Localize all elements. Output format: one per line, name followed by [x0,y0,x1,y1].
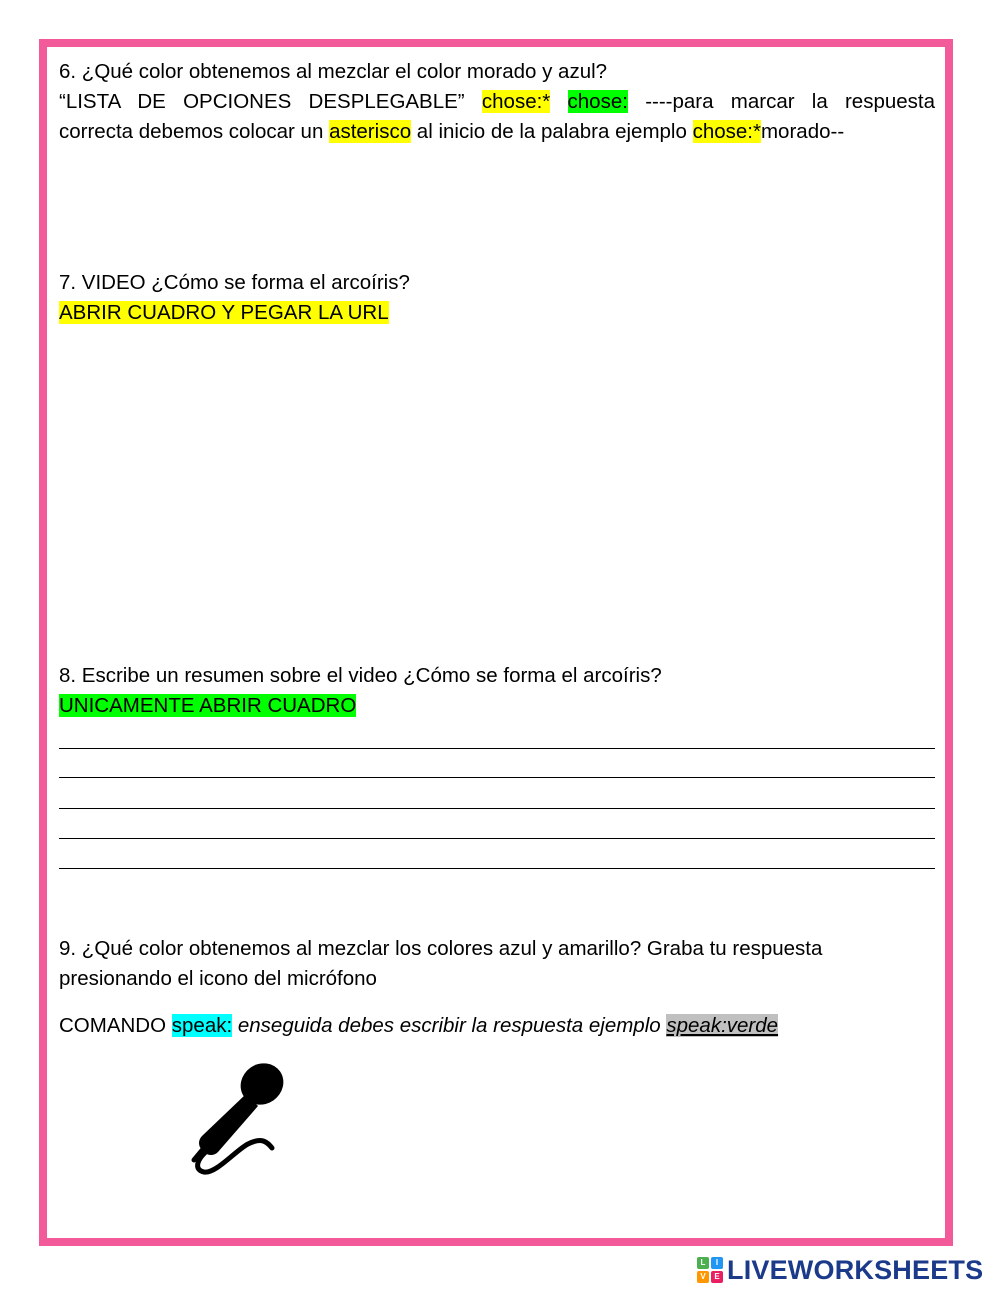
command-text: enseguida debes escribir la respuesta ejemplo [237,1014,661,1037]
logo-text: LIVEWORKSHEETS [727,1254,984,1285]
question-8 [59,661,935,721]
speak-tag: speak: [171,1014,233,1037]
question-6-text: 6. ¿Qué color obtenemos al mezclar el color morado y azul? [59,60,608,83]
question-7 [59,268,935,328]
asterisco-highlight: asterisco [329,120,412,143]
question-7-text: 7. VIDEO ¿Cómo se forma el arcoíris? [59,271,410,294]
microphone-icon[interactable] [186,1052,296,1177]
question-6 [59,57,935,147]
logo-letter: I [711,1257,723,1269]
answer-line[interactable] [59,808,935,809]
question-9 [59,934,935,994]
question-8-text: 8. Escribe un resumen sobre el video ¿Cómo se forma el arcoíris? [59,664,662,687]
logo-letter: E [711,1271,723,1283]
question-9-text-line-1: 9. ¿Qué color obtenemos al mezclar los colores azul y amarillo? Graba tu respuesta [59,937,823,960]
logo-blocks [697,1257,723,1283]
answer-line[interactable] [59,868,935,869]
chose-star-tag: chose:* [481,90,551,113]
chose-tag: chose: [567,90,628,113]
command-line [59,1011,935,1041]
question-8-instruction: UNICAMENTE ABRIR CUADRO [59,694,357,717]
liveworksheets-logo[interactable] [697,1254,983,1286]
worksheet-frame [39,39,953,1246]
logo-letter: L [697,1257,709,1269]
example-tag: chose:* [692,120,761,143]
instruction-text: correcta debemos colocar un [59,120,324,143]
command-label: COMANDO [59,1014,167,1037]
example-word: morado-- [760,120,845,143]
instruction-text: al inicio de la palabra ejemplo [416,120,687,143]
question-6-instruction-line [59,87,935,117]
speak-example: speak:verde [666,1014,779,1037]
answer-line[interactable] [59,838,935,839]
instruction-suffix: ----para marcar la respuesta [645,90,936,113]
logo-letter: V [697,1271,709,1283]
question-6-instruction-line-2 [59,117,935,147]
dropdown-label: “LISTA DE OPCIONES DESPLEGABLE” [59,90,465,113]
question-7-instruction: ABRIR CUADRO Y PEGAR LA URL [59,301,389,324]
question-9-text-line-2: presionando el icono del micrófono [59,967,377,990]
answer-line[interactable] [59,748,935,749]
answer-line[interactable] [59,777,935,778]
